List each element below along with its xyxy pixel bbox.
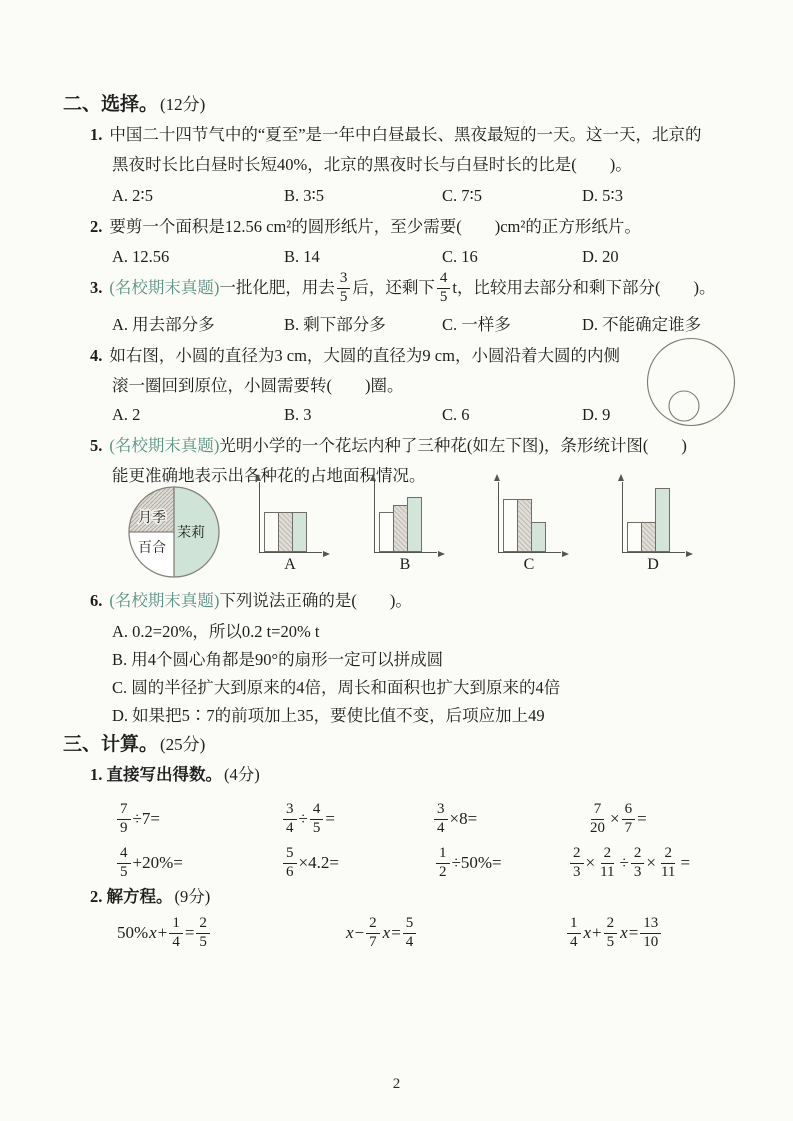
option-a: A. 用去部分多 (112, 315, 215, 334)
bar-chart-b-plot (374, 482, 437, 553)
question-4-line-2: 滚一圈回到原位，小圆需要转( )圈。 (112, 376, 404, 395)
question-1-line-2: 黑夜时长比白昼时长短40%，北京的黑夜时长与白昼时长的比是( )。 (112, 155, 632, 174)
option-d: D. 不能确定谁多 (582, 315, 702, 334)
bar-hatch (278, 512, 293, 552)
bar-chart-c (498, 482, 570, 574)
question-3-number: 3. (90, 278, 103, 297)
bar-chart-a (259, 482, 331, 574)
question-5-source-tag: (名校期末真题) (109, 436, 220, 455)
question-4-text: 如右图，小圆的直径为3 cm，大圆的直径为9 cm，小圆沿着大圆的内侧 (109, 346, 620, 365)
section-choice-title (63, 92, 205, 118)
bar-chart-b-label: B (399, 556, 411, 573)
calc-sub2-text: 2. 解方程。 (90, 887, 173, 906)
calc-expression-5: $\frac{4}{5}$ +20%= (115, 840, 183, 886)
pie-label-rose: 月季 (138, 511, 166, 526)
question-5-line-2: 能更准确地表示出各种花的占地面积情况。 (112, 466, 426, 485)
bar-green (292, 512, 307, 552)
section-choice-score: (12分) (160, 95, 206, 114)
option-b: B. 剩下部分多 (284, 315, 386, 334)
calc-expression-7: $\frac{1}{2}$ ÷50%= (434, 840, 502, 886)
bar-chart-b (374, 482, 446, 574)
question-5-text: 光明小学的一个花坛内种了三种花(如左下图)，条形统计图( ) (219, 436, 687, 455)
big-circle (648, 339, 735, 426)
question-3-text: 一批化肥，用去 $\frac{3}{5}$ 后，还剩下 $\frac{4}{5}$ t，比较用去部分和剩下部分( )。 (219, 270, 716, 305)
question-2-number: 2. (90, 217, 103, 236)
calc-sub1-text: 1. 直接写出得数。 (90, 765, 222, 784)
calc-expression-3: $\frac{3}{4}$ ×8= (432, 796, 477, 842)
small-circle (669, 391, 699, 421)
bar-hatch (641, 522, 656, 552)
bar-green (655, 488, 670, 552)
page-number: 2 (392, 1076, 401, 1092)
pie-label-lily: 百合 (138, 541, 166, 556)
question-3-options (112, 313, 701, 337)
question-1-text: 中国二十四节气中的“夏至”是一年中白昼最长、黑夜最短的一天。这一天，北京的 (109, 125, 702, 144)
option-d: D. 20 (582, 247, 619, 266)
question-5-line-1 (90, 433, 687, 459)
bar-chart-d-plot (622, 482, 685, 553)
bar-green (407, 497, 422, 552)
question-5-number: 5. (90, 436, 103, 455)
question-3-source-tag: (名校期末真题) (109, 278, 220, 297)
option-a: A. 2∶5 (112, 186, 153, 205)
pie-label-jasmine: 茉莉 (177, 526, 205, 541)
calc-sub2-title (90, 884, 210, 910)
calc-sub2-score: (9分) (174, 887, 211, 906)
question-1-options (112, 184, 623, 208)
calc-sub1-title (90, 762, 260, 788)
equation-2: x − $\frac{2}{7}$ x = $\frac{5}{4}$ (345, 910, 418, 956)
calc-expression-2: $\frac{3}{4}$ ÷ $\frac{4}{5}$ = (281, 796, 335, 842)
bar-chart-d (622, 482, 694, 574)
question-6-option-d: D. 如果把5∶7的前项加上35，要使比值不变，后项应加上49 (112, 706, 545, 725)
question-1-line-1 (90, 122, 702, 148)
option-d: D. 9 (582, 405, 611, 424)
bar-chart-c-label: C (523, 556, 535, 573)
bar-white (379, 512, 394, 552)
question-2-line-1 (90, 214, 641, 240)
option-c: C. 7∶5 (442, 186, 483, 205)
calc-expression-1: $\frac{7}{9}$ ÷7= (115, 796, 160, 842)
option-b: B. 3 (284, 405, 312, 424)
question-6-option-c: C. 圆的半径扩大到原来的4倍，周长和面积也扩大到原来的4倍 (112, 678, 561, 697)
option-d: D. 5∶3 (582, 186, 623, 205)
bar-chart-d-label: D (647, 556, 659, 573)
question-3-line-1 (90, 266, 715, 310)
equation-3: $\frac{1}{4}$ x + $\frac{2}{5}$ x = $\frac{13}{10}$ (565, 910, 663, 956)
question-2-text: 要剪一个面积是12.56 cm²的圆形纸片，至少需要( )cm²的正方形纸片。 (109, 217, 641, 236)
question-4-line-1 (90, 343, 620, 369)
section-calc-score: (25分) (160, 735, 206, 754)
section-calc-title (63, 732, 205, 758)
bar-white (264, 512, 279, 552)
section-choice-title-text: 二、选择。 (63, 94, 159, 115)
bar-white (503, 499, 518, 552)
calc-expression-8: $\frac{2}{3}$ × $\frac{2}{11}$ ÷ $\frac{2}{3}$ × $\frac{2}{11}$ = (568, 840, 690, 886)
bar-hatch (517, 499, 532, 552)
option-a: A. 12.56 (112, 247, 170, 266)
question-4-number: 4. (90, 346, 103, 365)
option-c: C. 6 (442, 405, 470, 424)
bar-chart-a-label: A (284, 556, 296, 573)
question-6-source-tag: (名校期末真题) (109, 591, 220, 610)
pie-chart (126, 484, 222, 580)
option-c: C. 一样多 (442, 315, 511, 334)
section-calc-title-text: 三、计算。 (63, 734, 159, 755)
question-1-number: 1. (90, 125, 103, 144)
question-6-option-b: B. 用4个圆心角都是90°的扇形一定可以拼成圆 (112, 650, 444, 669)
question-6-line-1 (90, 588, 412, 614)
question-4-options (112, 403, 610, 427)
calc-expression-4: $\frac{7}{20}$ × $\frac{6}{7}$ = (590, 801, 647, 836)
bar-green (531, 522, 546, 552)
bar-chart-a-plot (259, 482, 322, 553)
bar-chart-c-plot (498, 482, 561, 553)
calc-sub1-score: (4分) (224, 765, 260, 784)
question-6-text: 下列说法正确的是( )。 (219, 591, 412, 610)
bar-hatch (393, 505, 408, 552)
question-6-number: 6. (90, 591, 103, 610)
question-6-option-a: A. 0.2=20%，所以0.2 t=20% t (112, 622, 320, 641)
equation-1: 50% x + $\frac{1}{4}$ = $\frac{2}{5}$ (117, 910, 212, 956)
calc-expression-6: $\frac{5}{6}$ ×4.2= (281, 840, 339, 886)
option-b: B. 14 (284, 247, 320, 266)
option-b: B. 3∶5 (284, 186, 325, 205)
bar-white (627, 522, 642, 552)
option-c: C. 16 (442, 247, 478, 266)
circles-figure (645, 336, 741, 430)
option-a: A. 2 (112, 405, 141, 424)
